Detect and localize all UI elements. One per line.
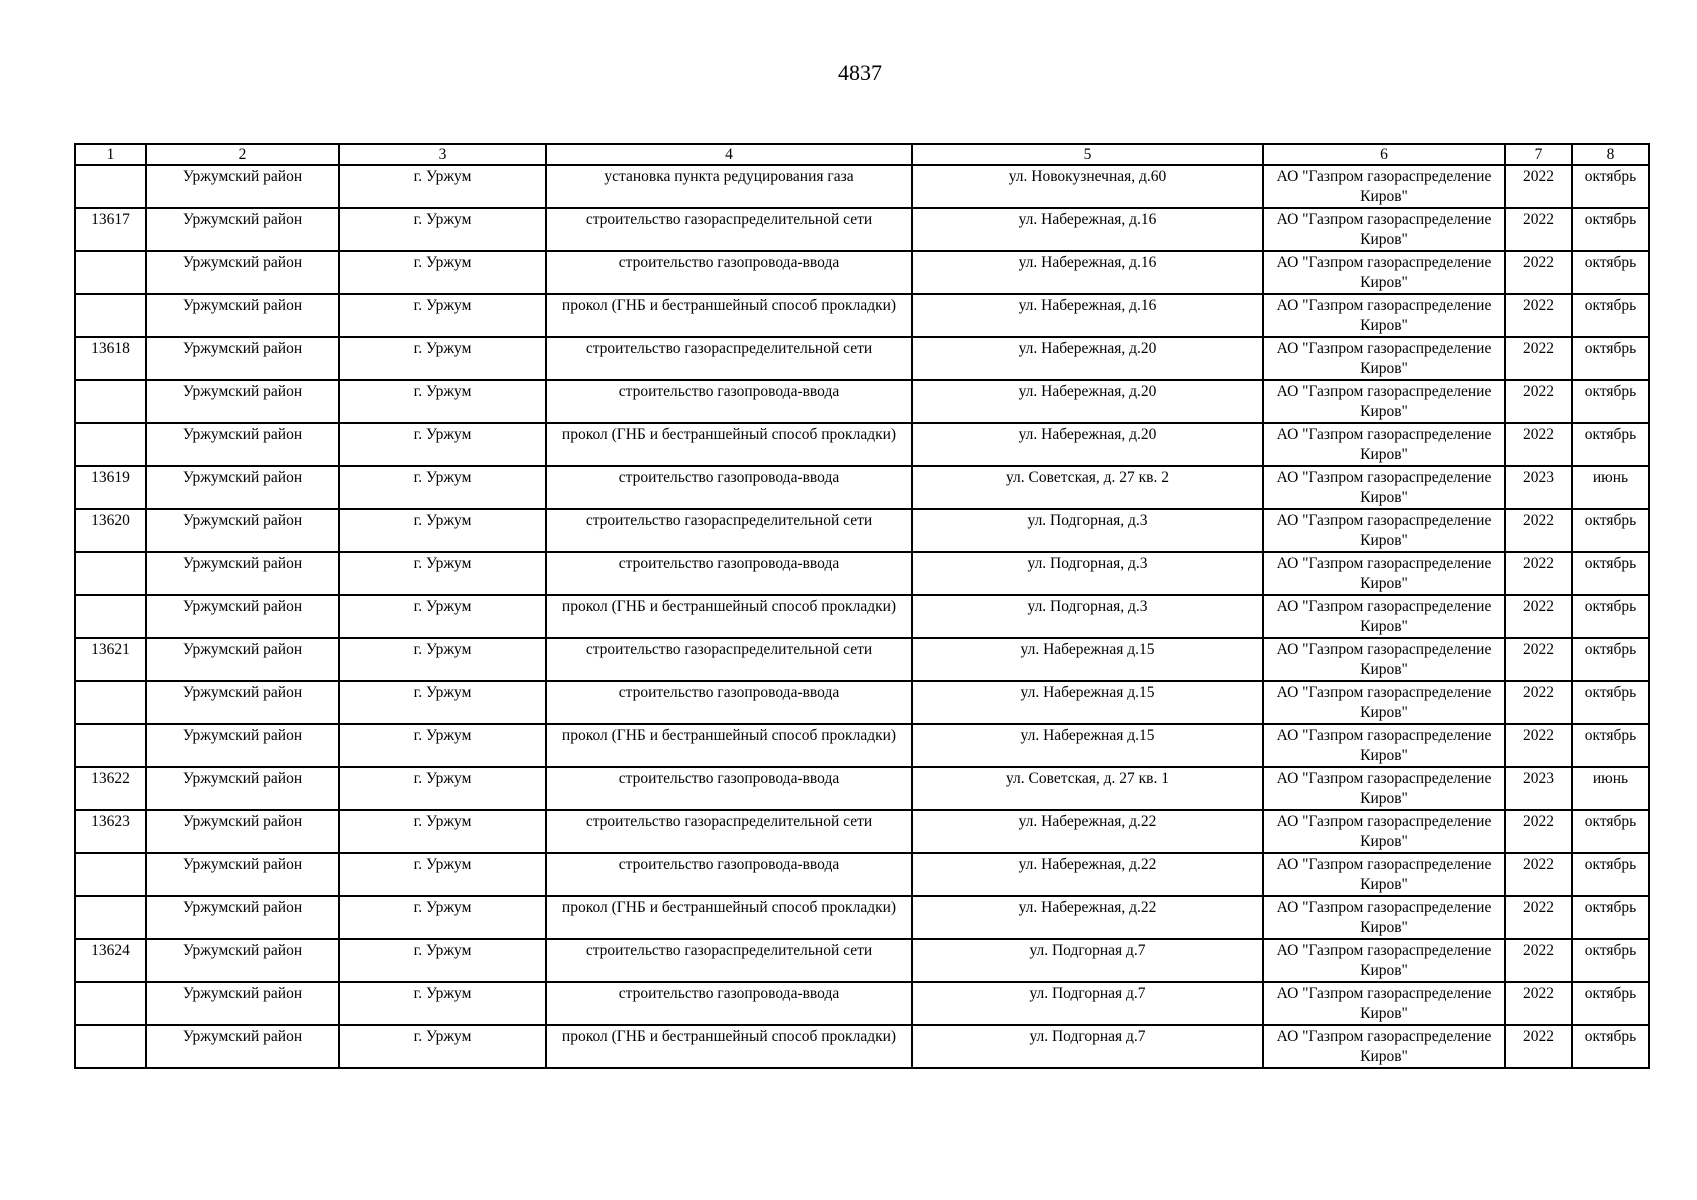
- cell-id: [75, 595, 146, 638]
- cell-address: ул. Набережная, д.20: [912, 423, 1263, 466]
- cell-settlement: г. Уржум: [339, 294, 546, 337]
- cell-month: октябрь: [1572, 724, 1649, 767]
- cell-id: 13621: [75, 638, 146, 681]
- cell-year: 2022: [1505, 982, 1572, 1025]
- cell-address: ул. Набережная, д.22: [912, 896, 1263, 939]
- header-cell-6: 6: [1263, 144, 1505, 165]
- cell-year: 2022: [1505, 1025, 1572, 1068]
- cell-address: ул. Набережная, д.20: [912, 380, 1263, 423]
- table-header: [75, 144, 1649, 165]
- cell-work-type: строительство газораспределительной сети: [546, 208, 912, 251]
- table-row: [75, 810, 1649, 853]
- cell-id: 13620: [75, 509, 146, 552]
- header-cell-1: 1: [75, 144, 146, 165]
- cell-organization: АО "Газпром газораспределение Киров": [1263, 466, 1505, 509]
- header-cell-4: 4: [546, 144, 912, 165]
- cell-district: Уржумский район: [146, 595, 339, 638]
- cell-organization: АО "Газпром газораспределение Киров": [1263, 1025, 1505, 1068]
- cell-month: октябрь: [1572, 208, 1649, 251]
- cell-organization: АО "Газпром газораспределение Киров": [1263, 423, 1505, 466]
- table-row: [75, 423, 1649, 466]
- cell-year: 2022: [1505, 724, 1572, 767]
- table-row: [75, 853, 1649, 896]
- cell-work-type: прокол (ГНБ и бестраншейный способ прокладки): [546, 1025, 912, 1068]
- cell-address: ул. Набережная, д.22: [912, 810, 1263, 853]
- cell-address: ул. Набережная, д.22: [912, 853, 1263, 896]
- cell-address: ул. Набережная д.15: [912, 724, 1263, 767]
- cell-district: Уржумский район: [146, 552, 339, 595]
- table-row: [75, 595, 1649, 638]
- cell-month: октябрь: [1572, 638, 1649, 681]
- table-row: [75, 982, 1649, 1025]
- cell-work-type: строительство газопровода-ввода: [546, 380, 912, 423]
- cell-address: ул. Советская, д. 27 кв. 2: [912, 466, 1263, 509]
- cell-settlement: г. Уржум: [339, 552, 546, 595]
- cell-year: 2022: [1505, 337, 1572, 380]
- cell-month: июнь: [1572, 466, 1649, 509]
- header-cell-2: 2: [146, 144, 339, 165]
- cell-address: ул. Советская, д. 27 кв. 1: [912, 767, 1263, 810]
- table-row: [75, 509, 1649, 552]
- cell-month: октябрь: [1572, 294, 1649, 337]
- cell-id: [75, 724, 146, 767]
- cell-district: Уржумский район: [146, 509, 339, 552]
- cell-district: Уржумский район: [146, 810, 339, 853]
- cell-id: [75, 380, 146, 423]
- table-row: [75, 380, 1649, 423]
- cell-work-type: строительство газопровода-ввода: [546, 853, 912, 896]
- cell-address: ул. Набережная, д.20: [912, 337, 1263, 380]
- cell-district: Уржумский район: [146, 1025, 339, 1068]
- table-row: [75, 638, 1649, 681]
- cell-id: [75, 552, 146, 595]
- cell-organization: АО "Газпром газораспределение Киров": [1263, 509, 1505, 552]
- cell-organization: АО "Газпром газораспределение Киров": [1263, 165, 1505, 208]
- cell-id: 13618: [75, 337, 146, 380]
- cell-settlement: г. Уржум: [339, 681, 546, 724]
- cell-month: октябрь: [1572, 509, 1649, 552]
- cell-settlement: г. Уржум: [339, 982, 546, 1025]
- cell-month: октябрь: [1572, 939, 1649, 982]
- cell-organization: АО "Газпром газораспределение Киров": [1263, 681, 1505, 724]
- cell-district: Уржумский район: [146, 208, 339, 251]
- cell-district: Уржумский район: [146, 638, 339, 681]
- cell-settlement: г. Уржум: [339, 466, 546, 509]
- cell-month: октябрь: [1572, 896, 1649, 939]
- cell-settlement: г. Уржум: [339, 896, 546, 939]
- header-cell-3: 3: [339, 144, 546, 165]
- cell-settlement: г. Уржум: [339, 509, 546, 552]
- data-table: [74, 143, 1650, 1069]
- cell-month: октябрь: [1572, 251, 1649, 294]
- header-cell-8: 8: [1572, 144, 1649, 165]
- cell-organization: АО "Газпром газораспределение Киров": [1263, 380, 1505, 423]
- cell-district: Уржумский район: [146, 380, 339, 423]
- cell-district: Уржумский район: [146, 724, 339, 767]
- cell-id: [75, 251, 146, 294]
- table-row: [75, 767, 1649, 810]
- cell-address: ул. Подгорная, д.3: [912, 595, 1263, 638]
- cell-address: ул. Подгорная, д.3: [912, 552, 1263, 595]
- cell-year: 2022: [1505, 896, 1572, 939]
- cell-organization: АО "Газпром газораспределение Киров": [1263, 251, 1505, 294]
- table-row: [75, 208, 1649, 251]
- cell-work-type: строительство газораспределительной сети: [546, 939, 912, 982]
- cell-year: 2022: [1505, 165, 1572, 208]
- cell-work-type: строительство газопровода-ввода: [546, 552, 912, 595]
- cell-work-type: прокол (ГНБ и бестраншейный способ прокладки): [546, 294, 912, 337]
- cell-work-type: строительство газопровода-ввода: [546, 681, 912, 724]
- cell-id: [75, 896, 146, 939]
- table-row: [75, 337, 1649, 380]
- cell-id: [75, 1025, 146, 1068]
- cell-address: ул. Набережная, д.16: [912, 294, 1263, 337]
- table-row: [75, 724, 1649, 767]
- cell-address: ул. Новокузнечная, д.60: [912, 165, 1263, 208]
- cell-year: 2022: [1505, 423, 1572, 466]
- table-row: [75, 251, 1649, 294]
- cell-year: 2022: [1505, 294, 1572, 337]
- cell-organization: АО "Газпром газораспределение Киров": [1263, 896, 1505, 939]
- cell-month: октябрь: [1572, 595, 1649, 638]
- cell-district: Уржумский район: [146, 423, 339, 466]
- cell-month: октябрь: [1572, 681, 1649, 724]
- cell-id: 13624: [75, 939, 146, 982]
- cell-work-type: установка пункта редуцирования газа: [546, 165, 912, 208]
- cell-id: [75, 982, 146, 1025]
- cell-district: Уржумский район: [146, 853, 339, 896]
- cell-settlement: г. Уржум: [339, 853, 546, 896]
- cell-year: 2022: [1505, 681, 1572, 724]
- header-row: [75, 144, 1649, 165]
- cell-month: октябрь: [1572, 337, 1649, 380]
- cell-organization: АО "Газпром газораспределение Киров": [1263, 337, 1505, 380]
- header-cell-5: 5: [912, 144, 1263, 165]
- cell-settlement: г. Уржум: [339, 1025, 546, 1068]
- cell-id: 13619: [75, 466, 146, 509]
- cell-month: октябрь: [1572, 380, 1649, 423]
- cell-district: Уржумский район: [146, 767, 339, 810]
- cell-work-type: строительство газораспределительной сети: [546, 509, 912, 552]
- cell-settlement: г. Уржум: [339, 165, 546, 208]
- cell-work-type: строительство газопровода-ввода: [546, 982, 912, 1025]
- cell-year: 2022: [1505, 380, 1572, 423]
- cell-district: Уржумский район: [146, 294, 339, 337]
- cell-id: 13622: [75, 767, 146, 810]
- cell-organization: АО "Газпром газораспределение Киров": [1263, 208, 1505, 251]
- cell-year: 2022: [1505, 810, 1572, 853]
- table-body: [75, 165, 1649, 1068]
- cell-id: [75, 853, 146, 896]
- cell-settlement: г. Уржум: [339, 337, 546, 380]
- cell-district: Уржумский район: [146, 251, 339, 294]
- cell-year: 2023: [1505, 767, 1572, 810]
- cell-year: 2022: [1505, 939, 1572, 982]
- cell-organization: АО "Газпром газораспределение Киров": [1263, 552, 1505, 595]
- table-row: [75, 466, 1649, 509]
- cell-settlement: г. Уржум: [339, 724, 546, 767]
- cell-work-type: строительство газопровода-ввода: [546, 466, 912, 509]
- cell-organization: АО "Газпром газораспределение Киров": [1263, 294, 1505, 337]
- cell-year: 2022: [1505, 251, 1572, 294]
- cell-district: Уржумский район: [146, 165, 339, 208]
- cell-work-type: строительство газопровода-ввода: [546, 767, 912, 810]
- cell-address: ул. Подгорная д.7: [912, 1025, 1263, 1068]
- cell-month: октябрь: [1572, 1025, 1649, 1068]
- cell-month: октябрь: [1572, 982, 1649, 1025]
- cell-id: [75, 294, 146, 337]
- cell-organization: АО "Газпром газораспределение Киров": [1263, 767, 1505, 810]
- cell-address: ул. Набережная д.15: [912, 681, 1263, 724]
- cell-settlement: г. Уржум: [339, 767, 546, 810]
- cell-work-type: строительство газораспределительной сети: [546, 638, 912, 681]
- cell-organization: АО "Газпром газораспределение Киров": [1263, 939, 1505, 982]
- cell-organization: АО "Газпром газораспределение Киров": [1263, 982, 1505, 1025]
- cell-settlement: г. Уржум: [339, 810, 546, 853]
- cell-organization: АО "Газпром газораспределение Киров": [1263, 810, 1505, 853]
- header-cell-7: 7: [1505, 144, 1572, 165]
- cell-district: Уржумский район: [146, 466, 339, 509]
- cell-year: 2022: [1505, 595, 1572, 638]
- table-row: [75, 939, 1649, 982]
- cell-year: 2022: [1505, 208, 1572, 251]
- cell-address: ул. Набережная, д.16: [912, 251, 1263, 294]
- cell-address: ул. Подгорная д.7: [912, 982, 1263, 1025]
- cell-organization: АО "Газпром газораспределение Киров": [1263, 595, 1505, 638]
- cell-year: 2023: [1505, 466, 1572, 509]
- cell-id: 13623: [75, 810, 146, 853]
- cell-organization: АО "Газпром газораспределение Киров": [1263, 853, 1505, 896]
- cell-id: [75, 681, 146, 724]
- cell-settlement: г. Уржум: [339, 251, 546, 294]
- cell-work-type: прокол (ГНБ и бестраншейный способ прокладки): [546, 896, 912, 939]
- cell-year: 2022: [1505, 853, 1572, 896]
- cell-work-type: строительство газораспределительной сети: [546, 337, 912, 380]
- cell-district: Уржумский район: [146, 681, 339, 724]
- cell-month: октябрь: [1572, 552, 1649, 595]
- cell-settlement: г. Уржум: [339, 638, 546, 681]
- cell-work-type: строительство газораспределительной сети: [546, 810, 912, 853]
- cell-district: Уржумский район: [146, 896, 339, 939]
- cell-id: [75, 423, 146, 466]
- cell-month: октябрь: [1572, 810, 1649, 853]
- cell-settlement: г. Уржум: [339, 380, 546, 423]
- table-row: [75, 681, 1649, 724]
- cell-district: Уржумский район: [146, 939, 339, 982]
- table-row: [75, 165, 1649, 208]
- cell-address: ул. Набережная, д.16: [912, 208, 1263, 251]
- table-row: [75, 294, 1649, 337]
- cell-district: Уржумский район: [146, 337, 339, 380]
- cell-work-type: прокол (ГНБ и бестраншейный способ прокладки): [546, 423, 912, 466]
- cell-month: октябрь: [1572, 423, 1649, 466]
- cell-address: ул. Подгорная д.7: [912, 939, 1263, 982]
- cell-month: октябрь: [1572, 165, 1649, 208]
- cell-year: 2022: [1505, 509, 1572, 552]
- cell-year: 2022: [1505, 638, 1572, 681]
- cell-address: ул. Подгорная, д.3: [912, 509, 1263, 552]
- cell-work-type: прокол (ГНБ и бестраншейный способ прокладки): [546, 595, 912, 638]
- cell-settlement: г. Уржум: [339, 595, 546, 638]
- cell-year: 2022: [1505, 552, 1572, 595]
- cell-settlement: г. Уржум: [339, 423, 546, 466]
- cell-month: июнь: [1572, 767, 1649, 810]
- cell-work-type: прокол (ГНБ и бестраншейный способ прокладки): [546, 724, 912, 767]
- cell-id: 13617: [75, 208, 146, 251]
- cell-organization: АО "Газпром газораспределение Киров": [1263, 638, 1505, 681]
- page-number: 4837: [838, 60, 882, 85]
- cell-settlement: г. Уржум: [339, 939, 546, 982]
- table-row: [75, 1025, 1649, 1068]
- cell-id: [75, 165, 146, 208]
- cell-month: октябрь: [1572, 853, 1649, 896]
- cell-address: ул. Набережная д.15: [912, 638, 1263, 681]
- table-row: [75, 896, 1649, 939]
- cell-work-type: строительство газопровода-ввода: [546, 251, 912, 294]
- table-row: [75, 552, 1649, 595]
- cell-settlement: г. Уржум: [339, 208, 546, 251]
- cell-district: Уржумский район: [146, 982, 339, 1025]
- cell-organization: АО "Газпром газораспределение Киров": [1263, 724, 1505, 767]
